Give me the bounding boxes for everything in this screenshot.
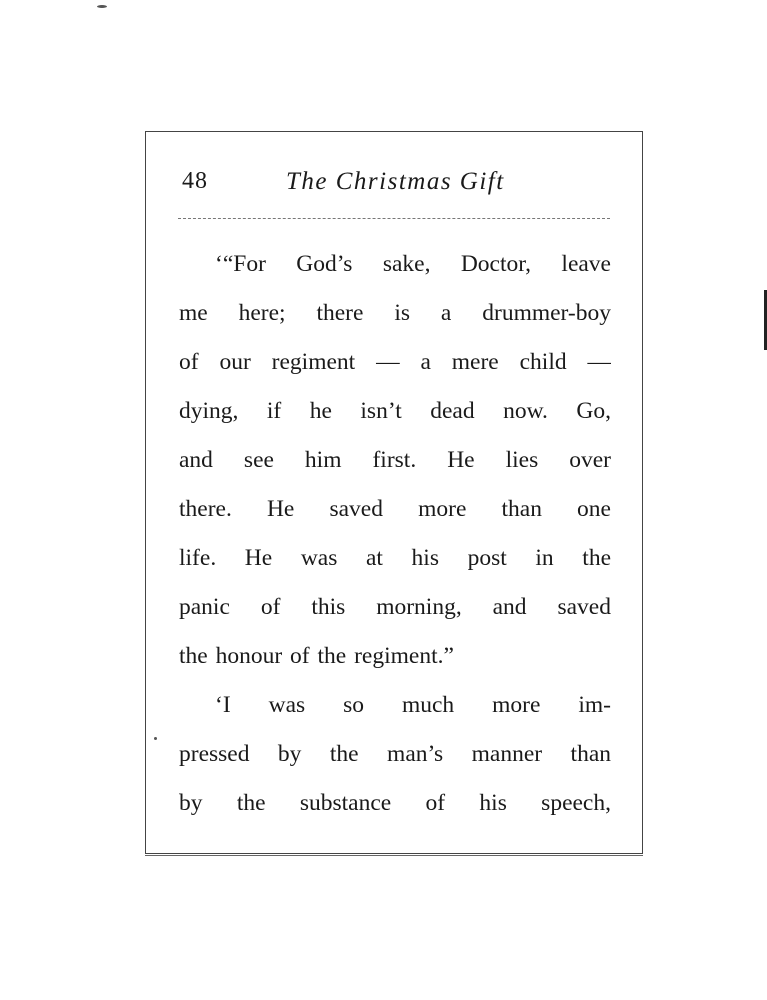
text-line: panic of this morning, and saved bbox=[179, 594, 611, 620]
text-line: by the substance of his speech, bbox=[179, 790, 611, 816]
header-rule bbox=[178, 218, 610, 219]
text-line: and see him first. He lies over bbox=[179, 447, 611, 473]
page-number: 48 bbox=[182, 168, 208, 194]
text-line: ‘I was so much more im- bbox=[215, 692, 611, 718]
body-text bbox=[179, 244, 611, 832]
page-frame bbox=[145, 131, 643, 854]
running-title: The Christmas Gift bbox=[286, 168, 505, 195]
text-line: life. He was at his post in the bbox=[179, 545, 611, 571]
text-line: me here; there is a drummer-boy bbox=[179, 300, 611, 326]
text-line: pressed by the man’s manner than bbox=[179, 741, 611, 767]
text-line: ‘“For God’s sake, Doctor, leave bbox=[215, 251, 611, 277]
page-header bbox=[182, 168, 606, 204]
text-line: there. He saved more than one bbox=[179, 496, 611, 522]
text-line: the honour of the regiment.” bbox=[179, 643, 454, 669]
corner-speck bbox=[97, 5, 107, 8]
text-line: of our regiment — a mere child — bbox=[179, 349, 611, 375]
text-line: dying, if he isn’t dead now. Go, bbox=[179, 398, 611, 424]
